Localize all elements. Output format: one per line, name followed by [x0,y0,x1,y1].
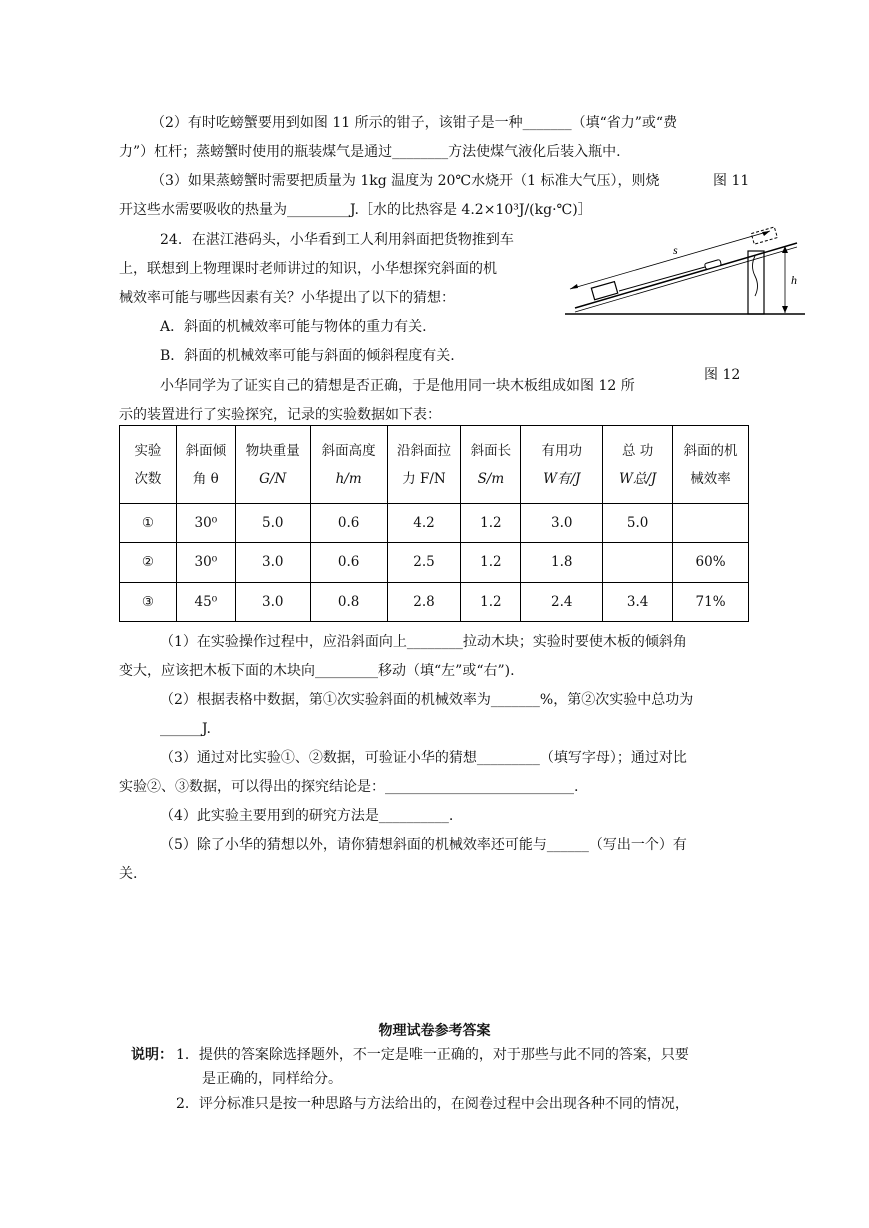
table-cell: 3.0 [235,582,310,621]
figure-12-caption: 图 12 [704,367,741,383]
subq2-line1: （2）根据表格中数据，第①次实验斜面的机械效率为_______%，第②次实验中总功为 [160,692,694,708]
q24-intro-line1: 24．在湛江港码头，小华看到工人利用斜面把货物推到车 [160,232,514,248]
table-row [120,582,749,621]
figure-11-caption: 图 11 [713,173,750,189]
table-cell [603,543,673,582]
table-cell: 3.4 [603,582,673,621]
header-pull-force: 沿斜面拉 力 F/N [387,426,461,504]
table-cell [673,504,749,543]
table-cell: 1.2 [461,504,521,543]
pull-string [619,267,705,291]
table-cell: 2.5 [387,543,461,582]
table-cell: 30⁰ [176,504,235,543]
height-arrow-head-bottom [782,306,788,313]
wood-grain [753,256,758,296]
table-cell: 1.2 [461,582,521,621]
q24-intro-line2: 上，联想到上物理课时老师讲过的知识，小华想探究斜面的机 [119,261,497,277]
q24-intro-line3: 械效率可能与哪些因素有关？小华提出了以下的猜想： [119,290,455,306]
experiment-data-table [119,425,749,622]
header-useful-work: 有用功 W有/J [521,426,603,504]
table-cell: 1.2 [461,543,521,582]
subq3-line1: （3）通过对比实验①、②数据，可验证小华的猜想_________（填写字母）；通过对比 [160,750,687,766]
header-efficiency: 斜面的机 械效率 [673,426,749,504]
table-cell: ① [120,504,177,543]
table-cell: 30⁰ [176,543,235,582]
header-total-work: 总 功 W总/J [603,426,673,504]
table-cell: 60% [673,543,749,582]
answers-note-label: 说明： [131,1047,173,1063]
length-arrow-head-right [762,231,770,236]
header-angle: 斜面倾 角 θ [176,426,235,504]
table-header-row [120,426,749,504]
header-weight: 物块重量 G/N [235,426,310,504]
table-cell: ② [120,543,177,582]
q24-setup-line1: 小华同学为了证实自己的猜想是否正确，于是他用同一块木板组成如图 12 所 [160,378,635,394]
table-cell: 3.0 [235,543,310,582]
table-cell: 4.2 [387,504,461,543]
table-cell: 0.8 [310,582,387,621]
answers-note1-line1: 1．提供的答案除选择题外，不一定是唯一正确的，对于那些与此不同的答案，只要 [176,1047,689,1063]
length-label-s: s [673,243,678,257]
table-cell: 71% [673,582,749,621]
subq5-line2: 关. [119,866,138,882]
table-row [120,543,749,582]
subq5-line1: （5）除了小华的猜想以外，请你猜想斜面的机械效率还可能与______（写出一个）有 [160,837,687,853]
spring-scale [704,259,721,269]
answers-title: 物理试卷参考答案 [378,1023,491,1039]
table-cell: 5.0 [603,504,673,543]
inclined-plane-figure [565,218,811,318]
answers-note1-line2: 是正确的，同样给分。 [202,1071,342,1087]
q23-part3-line2: 开这些水需要吸收的热量为_________J.［水的比热容是 4.2×10³J/(kg·℃)］ [119,202,592,218]
length-arrow-head-left [570,284,578,289]
q23-part3-line1: （3）如果蒸螃蟹时需要把质量为 1kg 温度为 20℃水烧开（1 标准大气压），则烧 [151,173,660,189]
answers-note2: 2．评分标准只是按一种思路与方法给出的，在阅卷过程中会出现各种不同的情况， [176,1096,689,1112]
subq1-line1: （1）在实验操作过程中，应沿斜面向上________拉动木块；实验时要使木板的倾斜角 [160,634,687,650]
subq3-line2: 实验②、③数据，可以得出的探究结论是：___________________________. [119,779,579,795]
subq2-line2: ______J. [160,721,211,737]
table-cell: 45⁰ [176,582,235,621]
header-trial: 实验 次数 [120,426,177,504]
height-label-h: h [791,273,797,287]
table-cell: 0.6 [310,504,387,543]
table-cell: 2.4 [521,582,603,621]
table-cell: 1.8 [521,543,603,582]
guess-a: A．斜面的机械效率可能与物体的重力有关. [160,319,427,335]
q23-part2-line2: 力”）杠杆；蒸螃蟹时使用的瓶装煤气是通过________方法使煤气液化后装入瓶中. [119,144,621,160]
q23-part2-line1: （2）有时吃螃蟹要用到如图 11 所示的钳子，该钳子是一种_______（填“省力”或“费 [151,115,678,131]
subq1-line2: 变大，应该把木板下面的木块向_________移动（填“左”或“右”). [119,663,515,679]
q24-setup-line2: 示的装置进行了实验探究，记录的实验数据如下表： [119,407,441,423]
table-cell: 5.0 [235,504,310,543]
subq4: （4）此实验主要用到的研究方法是__________. [160,808,454,824]
guess-b: B．斜面的机械效率可能与斜面的倾斜程度有关. [160,348,455,364]
table-row [120,504,749,543]
table-cell: ③ [120,582,177,621]
table-cell: 3.0 [521,504,603,543]
table-cell: 2.8 [387,582,461,621]
header-length: 斜面长 S/m [461,426,521,504]
table-cell: 0.6 [310,543,387,582]
header-height: 斜面高度 h/m [310,426,387,504]
